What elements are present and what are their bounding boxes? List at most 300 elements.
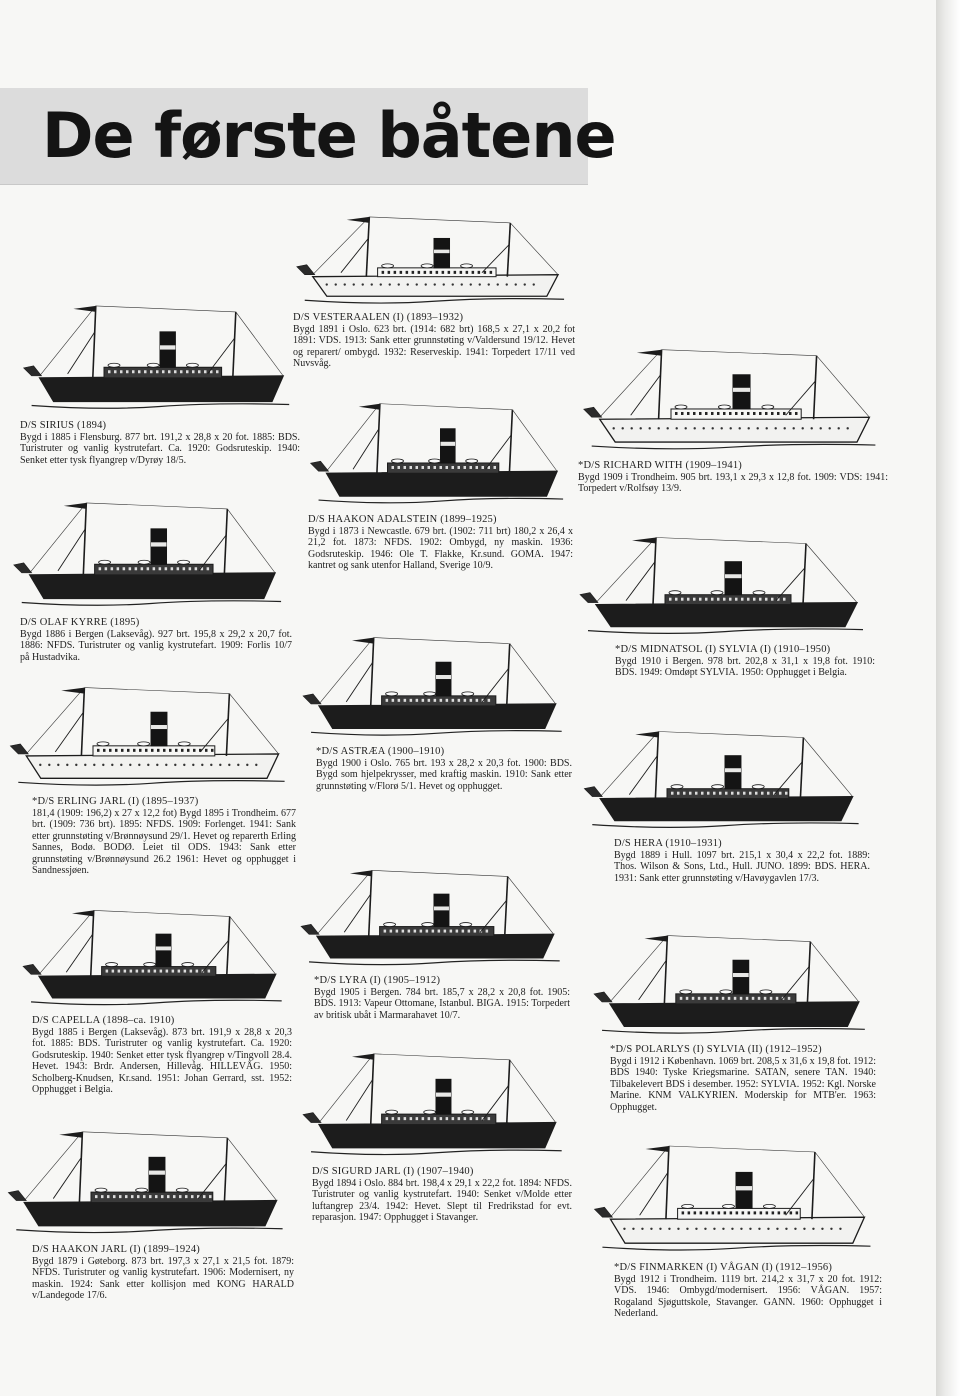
deckhouse-window — [777, 412, 780, 415]
ship-entry-finmarken — [590, 1140, 882, 1320]
deckhouse-window — [789, 412, 792, 415]
deckhouse-window — [446, 699, 449, 702]
deckhouse-window — [725, 792, 728, 795]
ship-history: Bygd 1885 i Bergen (Laksevåg). 873 brt. 191,9 x 28,8 x 20,3 fot. 1885: BDS. Turistruter og vanlig kystrutefart. Ca. 1920: Godsruteskip. 1940: Senket etter tysk flyangrep v/Tingvoll 28.4. Hevet. 1943: Brdr. Andersen, Hillevåg. HILLEVÅG. 1950: Scholberg-Knudsen, Kr.sand. 1951: Johan Gerrard, sst. 1952: Opphugget i Belgia. — [32, 1026, 292, 1095]
porthole — [775, 427, 777, 429]
porthole — [757, 427, 759, 429]
deckhouse-window — [458, 1117, 461, 1120]
funnel-band — [441, 442, 456, 446]
deckhouse-window — [464, 699, 467, 702]
deckhouse-window — [123, 567, 126, 570]
deckhouse-window — [728, 997, 731, 1000]
porthole — [650, 1228, 652, 1230]
deckhouse-window — [166, 970, 169, 973]
porthole — [820, 427, 822, 429]
ship-mast — [507, 1060, 510, 1125]
deckhouse-window — [458, 466, 461, 469]
ship-history: Bygd 1909 i Trondheim. 905 brt. 193,1 x 29,3 x 12,8 fot. 1909: VDS: 1941: Torpedert v/Rolfsøy 13/9. — [578, 471, 888, 494]
deckhouse-window — [167, 1195, 170, 1198]
ship-mast — [800, 738, 803, 799]
deckhouse-window — [717, 598, 720, 601]
deckhouse-window — [452, 1117, 455, 1120]
porthole — [479, 283, 481, 285]
deckhouse-window — [440, 466, 443, 469]
deckhouse-window — [216, 370, 219, 373]
deckhouse-window — [143, 1195, 146, 1198]
ship-entry-lyra — [298, 865, 570, 1021]
deckhouse-window — [749, 792, 752, 795]
deckhouse-window — [707, 792, 710, 795]
deckhouse-window — [402, 930, 405, 933]
porthole — [748, 427, 750, 429]
ship-caption — [316, 746, 572, 792]
porthole — [326, 283, 328, 285]
ship-name: D/S SIGURD JARL (I) (1907–1940) — [312, 1166, 474, 1177]
deckhouse-window — [390, 930, 393, 933]
ship-name: D/S HAAKON ADALSTEIN (1899–1925) — [308, 514, 497, 525]
deckhouse-window — [436, 271, 439, 274]
lifeboat — [669, 591, 681, 595]
ship-drawing — [584, 732, 858, 828]
deckhouse-window — [705, 412, 708, 415]
funnel-band — [436, 1093, 451, 1097]
deckhouse-window — [454, 271, 457, 274]
cargo-boom — [55, 712, 83, 752]
deckhouse-window — [111, 567, 114, 570]
deckhouse-window — [699, 412, 702, 415]
porthole — [668, 1228, 670, 1230]
porthole — [57, 764, 59, 766]
pennant-flag-icon — [637, 350, 662, 356]
cargo-boom — [353, 429, 379, 469]
deckhouse-window — [103, 749, 106, 752]
lifeboat — [462, 692, 474, 696]
ship-mast — [664, 936, 667, 1004]
deckhouse-window — [422, 466, 425, 469]
ensign-flag-icon — [584, 787, 602, 797]
porthole — [434, 283, 436, 285]
deckhouse-window — [765, 412, 768, 415]
deckhouse-window — [484, 271, 487, 274]
rigging-line — [667, 936, 810, 942]
ship-illustration-midnatsol — [575, 532, 875, 642]
porthole — [730, 427, 732, 429]
ensign-flag-icon — [303, 694, 321, 704]
rigging-line — [327, 404, 380, 472]
porthole — [631, 427, 633, 429]
porthole — [676, 427, 678, 429]
deckhouse-window — [478, 271, 481, 274]
lifeboat — [763, 1204, 775, 1208]
lifeboat — [382, 264, 394, 268]
rigging-line — [658, 732, 803, 738]
deckhouse-window — [155, 1195, 158, 1198]
ship-history: Bygd 1886 i Bergen (Laksevåg). 927 brt. 195,8 x 29,2 x 20,7 fot. 1886: NFDS. Turistruter og vanlig kystrutefart. 1909: Forlis 10/7 på Hustadvika. — [20, 628, 292, 663]
deckhouse-window — [150, 370, 153, 373]
ship-illustration-sigurd-jarl — [300, 1048, 572, 1164]
deckhouse-window — [753, 598, 756, 601]
deckhouse-window — [168, 370, 171, 373]
cargo-boom — [344, 894, 370, 932]
ship-entry-olaf-kyrre — [10, 497, 292, 663]
ship-caption — [615, 644, 875, 679]
deckhouse-window — [160, 970, 163, 973]
cargo-boom — [346, 1079, 372, 1120]
deckhouse-window — [416, 466, 419, 469]
porthole — [712, 427, 714, 429]
deckhouse-window — [740, 997, 743, 1000]
deckhouse-window — [710, 997, 713, 1000]
ensign-flag-icon — [24, 366, 42, 376]
rigging-line — [374, 1054, 510, 1060]
water-line — [305, 299, 564, 303]
ship-hull — [39, 974, 276, 998]
deckhouse-window — [472, 271, 475, 274]
deckhouse-window — [189, 567, 192, 570]
ship-name: D/S SIRIUS (1894) — [20, 420, 107, 431]
rigging-line — [600, 350, 662, 418]
deckhouse-window — [476, 699, 479, 702]
ship-entry-polarlys — [590, 930, 876, 1113]
porthole — [677, 1228, 679, 1230]
deckhouse-window — [700, 1211, 703, 1214]
deckhouse-window — [129, 567, 132, 570]
deckhouse-window — [747, 412, 750, 415]
ship-caption — [314, 975, 570, 1021]
deckhouse-window — [209, 1195, 212, 1198]
cargo-boom — [66, 934, 92, 972]
deckhouse-window — [747, 598, 750, 601]
ship-mast — [371, 638, 374, 706]
deckhouse-window — [159, 567, 162, 570]
ship-mast — [812, 1152, 815, 1219]
ensign-flag-icon — [301, 924, 319, 934]
ensign-flag-icon — [8, 1191, 26, 1201]
deckhouse-window — [171, 567, 174, 570]
ship-mast — [233, 312, 236, 378]
porthole — [704, 1228, 706, 1230]
rigging-line — [508, 876, 554, 934]
deckhouse-window — [752, 997, 755, 1000]
porthole — [838, 427, 840, 429]
ensign-flag-icon — [311, 461, 329, 471]
porthole — [847, 427, 849, 429]
deckhouse-window — [470, 699, 473, 702]
ship-drawing — [23, 910, 282, 1004]
deckhouse-window — [464, 1117, 467, 1120]
cargo-boom — [631, 375, 661, 415]
ship-drawing — [8, 1132, 282, 1233]
porthole — [794, 1228, 796, 1230]
ship-mast — [803, 544, 806, 605]
rigging-line — [610, 1146, 668, 1217]
deckhouse-window — [783, 598, 786, 601]
deckhouse-window — [758, 997, 761, 1000]
deckhouse-window — [476, 466, 479, 469]
deckhouse-window — [772, 1211, 775, 1214]
deckhouse-window — [131, 1195, 134, 1198]
rigging-line — [510, 644, 556, 704]
deckhouse-window — [119, 1195, 122, 1198]
deckhouse-window — [695, 792, 698, 795]
rigging-line — [810, 942, 858, 1002]
deckhouse-window — [466, 271, 469, 274]
deckhouse-window — [723, 598, 726, 601]
porthole — [839, 1228, 841, 1230]
lifeboat — [178, 560, 190, 564]
deckhouse-window — [174, 370, 177, 373]
deckhouse-window — [783, 412, 786, 415]
cargo-boom — [626, 562, 655, 601]
deckhouse-window — [185, 1195, 188, 1198]
porthole — [703, 427, 705, 429]
deckhouse-window — [719, 792, 722, 795]
deckhouse-window — [196, 970, 199, 973]
rigging-line — [662, 350, 817, 356]
cargo-boom — [346, 662, 372, 702]
lifeboat — [176, 1188, 188, 1192]
ship-drawing — [311, 404, 564, 503]
deckhouse-window — [784, 1211, 787, 1214]
deckhouse-window — [692, 997, 695, 1000]
ship-drawing — [580, 538, 863, 634]
lifeboat — [424, 1110, 436, 1114]
porthole — [174, 764, 176, 766]
deckhouse-window — [675, 598, 678, 601]
deckhouse-window — [175, 749, 178, 752]
ship-caption — [578, 460, 888, 495]
deckhouse-window — [428, 1117, 431, 1120]
porthole — [470, 283, 472, 285]
ship-caption — [312, 1166, 572, 1224]
deckhouse-window — [424, 271, 427, 274]
deckhouse-window — [139, 749, 142, 752]
porthole — [219, 764, 221, 766]
deckhouse-window — [178, 970, 181, 973]
rigging-line — [227, 509, 275, 573]
porthole — [811, 427, 813, 429]
ship-mast — [224, 1138, 227, 1203]
porthole — [66, 764, 68, 766]
ship-illustration-erling-jarl — [6, 682, 296, 794]
deckhouse-window — [470, 466, 473, 469]
porthole — [766, 427, 768, 429]
ship-history: Bygd 1879 i Gøteborg. 873 brt. 197,3 x 27,1 x 21,5 fot. 1879: NFDS. Turistruter og vanlig kystrutefart. 1906: Modernisert, ny maskin. 1924: Sank etter kollisjon med KONG HARALD v/Landegode 17/6. — [32, 1255, 294, 1301]
deckhouse-window — [458, 699, 461, 702]
porthole — [138, 764, 140, 766]
ship-mast — [507, 644, 510, 706]
deckhouse-window — [173, 1195, 176, 1198]
porthole — [694, 427, 696, 429]
funnel-band — [151, 725, 167, 729]
ship-history: Bygd 1912 i Trondheim. 1119 brt. 214,2 x 31,7 x 20 fot. 1912: VDS. 1946: Ombygd/modernisert. 1956: VÅGAN. 1957: Rogaland Sjøguttskole, Stavanger. GANN. 1960: Opphugget i Nederland. — [614, 1273, 882, 1319]
lifeboat — [421, 264, 433, 268]
ship-entry-haakon-jarl — [4, 1126, 294, 1302]
ship-history: Bygd 1894 i Oslo. 884 brt. 198,4 x 29,1 x 22,2 fot. 1894: NFDS. Turistruter og vanlig kystrutefart. 1940: Senket v/Molde etter luftangrep 23/4. 1942: Hevet. Slept til Fredrikstad for evt. reparasjon. 1947: Opphugget i Stavanger. — [312, 1177, 572, 1223]
rigging-line — [30, 503, 87, 573]
deckhouse-window — [172, 970, 175, 973]
deckhouse-window — [180, 370, 183, 373]
deckhouse-window — [205, 749, 208, 752]
deckhouse-window — [722, 997, 725, 1000]
ship-history: Bygd 1910 i Bergen. 978 brt. 202,8 x 31,1 x 19,8 fot. 1910: BDS. 1949: Omdøpt SYLVIA. 1950: Opphugget i Belgia. — [615, 655, 875, 678]
porthole — [362, 283, 364, 285]
rigging-line — [94, 910, 230, 916]
deckhouse-window — [486, 930, 489, 933]
deckhouse-window — [730, 1211, 733, 1214]
lifeboat — [462, 1110, 474, 1114]
ship-hull — [600, 797, 852, 821]
lifeboat — [186, 363, 198, 367]
lifeboat — [720, 990, 732, 994]
deckhouse-window — [711, 598, 714, 601]
page-title: De første båtene — [42, 99, 616, 172]
deckhouse-window — [410, 699, 413, 702]
funnel-band — [149, 1171, 165, 1175]
lifeboat — [392, 459, 404, 463]
ship-mast — [83, 503, 86, 575]
ship-name: *D/S ERLING JARL (I) (1895–1937) — [32, 796, 199, 807]
deckhouse-window — [121, 749, 124, 752]
rigging-line — [669, 1146, 815, 1152]
ensign-flag-icon — [14, 563, 32, 573]
deckhouse-window — [418, 271, 421, 274]
deckhouse-window — [408, 930, 411, 933]
porthole — [443, 283, 445, 285]
rigging-line — [82, 1132, 227, 1138]
deckhouse-window — [746, 997, 749, 1000]
porthole — [255, 764, 257, 766]
ship-hull — [610, 1217, 864, 1243]
lifeboat — [752, 785, 764, 789]
porthole — [659, 1228, 661, 1230]
deckhouse-window — [432, 930, 435, 933]
deckhouse-window — [687, 598, 690, 601]
ship-illustration-lyra — [298, 865, 570, 973]
cargo-boom — [58, 529, 85, 571]
rigging-line — [317, 870, 372, 934]
deckhouse-window — [675, 412, 678, 415]
deckhouse-window — [446, 466, 449, 469]
deckhouse-window — [796, 1211, 799, 1214]
pennant-flag-icon — [61, 688, 84, 694]
deckhouse-window — [490, 271, 493, 274]
ship-history: Bygd 1905 i Bergen. 784 brt. 185,7 x 28,2 x 20,8 fot. 1905: BDS. 1913: Vapeur Ottomane, Istanbul. BIGA. 1915: Torpedert av britisk ubåt i Marmarahavet 10/7. — [314, 986, 570, 1021]
deckhouse-window — [398, 466, 401, 469]
ship-illustration-hera — [580, 726, 870, 836]
deckhouse-window — [203, 1195, 206, 1198]
deckhouse-window — [114, 370, 117, 373]
pennant-flag-icon — [72, 910, 94, 916]
ensign-flag-icon — [584, 407, 602, 417]
rigging-line — [96, 306, 236, 312]
porthole — [524, 283, 526, 285]
ship-mast — [227, 916, 230, 976]
lifeboat — [97, 742, 109, 746]
deckhouse-window — [795, 412, 798, 415]
ship-illustration-vesteraalen — [293, 212, 575, 310]
ship-caption — [293, 312, 575, 370]
lifeboat — [386, 1110, 398, 1114]
rigging-line — [512, 410, 557, 472]
deckhouse-window — [754, 1211, 757, 1214]
deckhouse-window — [694, 1211, 697, 1214]
water-line — [592, 444, 876, 448]
lifeboat — [178, 742, 190, 746]
ship-hull — [26, 754, 278, 778]
ship-caption — [32, 1244, 294, 1302]
pennant-flag-icon — [73, 306, 95, 312]
ship-illustration-capella — [20, 905, 292, 1013]
deckhouse-window — [184, 970, 187, 973]
ship-name: D/S VESTERAALEN (I) (1893–1932) — [293, 312, 464, 323]
ship-mast — [814, 356, 817, 420]
deckhouse-window — [767, 792, 770, 795]
porthole — [613, 427, 615, 429]
deckhouse-window — [193, 749, 196, 752]
cargo-boom — [53, 1157, 81, 1198]
lifeboat — [424, 692, 436, 696]
ship-hull — [319, 704, 556, 728]
deckhouse-window — [440, 699, 443, 702]
rigging-line — [229, 694, 278, 754]
lifeboat — [718, 405, 730, 409]
deckhouse-window — [686, 997, 689, 1000]
porthole — [371, 283, 373, 285]
ship-illustration-haakon-adalstein — [308, 398, 573, 512]
ship-name: D/S HAAKON JARL (I) (1899–1924) — [32, 1244, 200, 1255]
lifeboat — [682, 1204, 694, 1208]
ship-mast — [807, 942, 810, 1004]
deckhouse-window — [192, 370, 195, 373]
ship-history: Bygd i 1885 i Flensburg. 877 brt. 191,2 x 28,8 x 20 fot. 1885: BDS. Turistruter og vanlig kystrutefart. Ca. 1920: Godsruteskip. 1940: Senket etter tysk flyangrep v/Dyrøy 18/5. — [20, 431, 300, 466]
deckhouse-window — [698, 997, 701, 1000]
ship-funnel — [441, 429, 456, 463]
deckhouse-window — [165, 567, 168, 570]
lifeboat — [722, 1204, 734, 1208]
deckhouse-window — [398, 699, 401, 702]
deckhouse-window — [438, 930, 441, 933]
rigging-line — [39, 910, 94, 974]
lifeboat — [99, 560, 111, 564]
rigging-line — [227, 1138, 276, 1201]
deckhouse-window — [440, 1117, 443, 1120]
porthole — [237, 764, 239, 766]
ship-mast — [93, 306, 96, 378]
funnel-band — [151, 542, 167, 546]
ship-illustration-astraea — [300, 632, 572, 744]
lifeboat — [711, 591, 723, 595]
deckhouse-window — [693, 412, 696, 415]
deckhouse-window — [699, 598, 702, 601]
deckhouse-window — [147, 567, 150, 570]
ship-history: Bygd 1889 i Hull. 1097 brt. 215,1 x 30,4 x 22,2 fot. 1889: Thos. Wilson & Sons, Ltd., Hull. JUNO. 1899: BDS. HERA. 1931: Sank etter grunnstøting v/Havøygavlen 17/3. — [614, 849, 870, 884]
porthole — [640, 427, 642, 429]
porthole — [416, 283, 418, 285]
deckhouse-window — [426, 930, 429, 933]
lifeboat — [422, 923, 434, 927]
deckhouse-window — [145, 749, 148, 752]
ship-drawing — [303, 638, 562, 735]
ship-caption — [614, 1262, 882, 1320]
ship-name: D/S OLAF KYRRE (1895) — [20, 617, 140, 628]
deckhouse-window — [474, 930, 477, 933]
deckhouse-window — [404, 699, 407, 702]
pennant-flag-icon — [644, 936, 667, 942]
porthole — [830, 1228, 832, 1230]
porthole — [622, 427, 624, 429]
porthole — [93, 764, 95, 766]
